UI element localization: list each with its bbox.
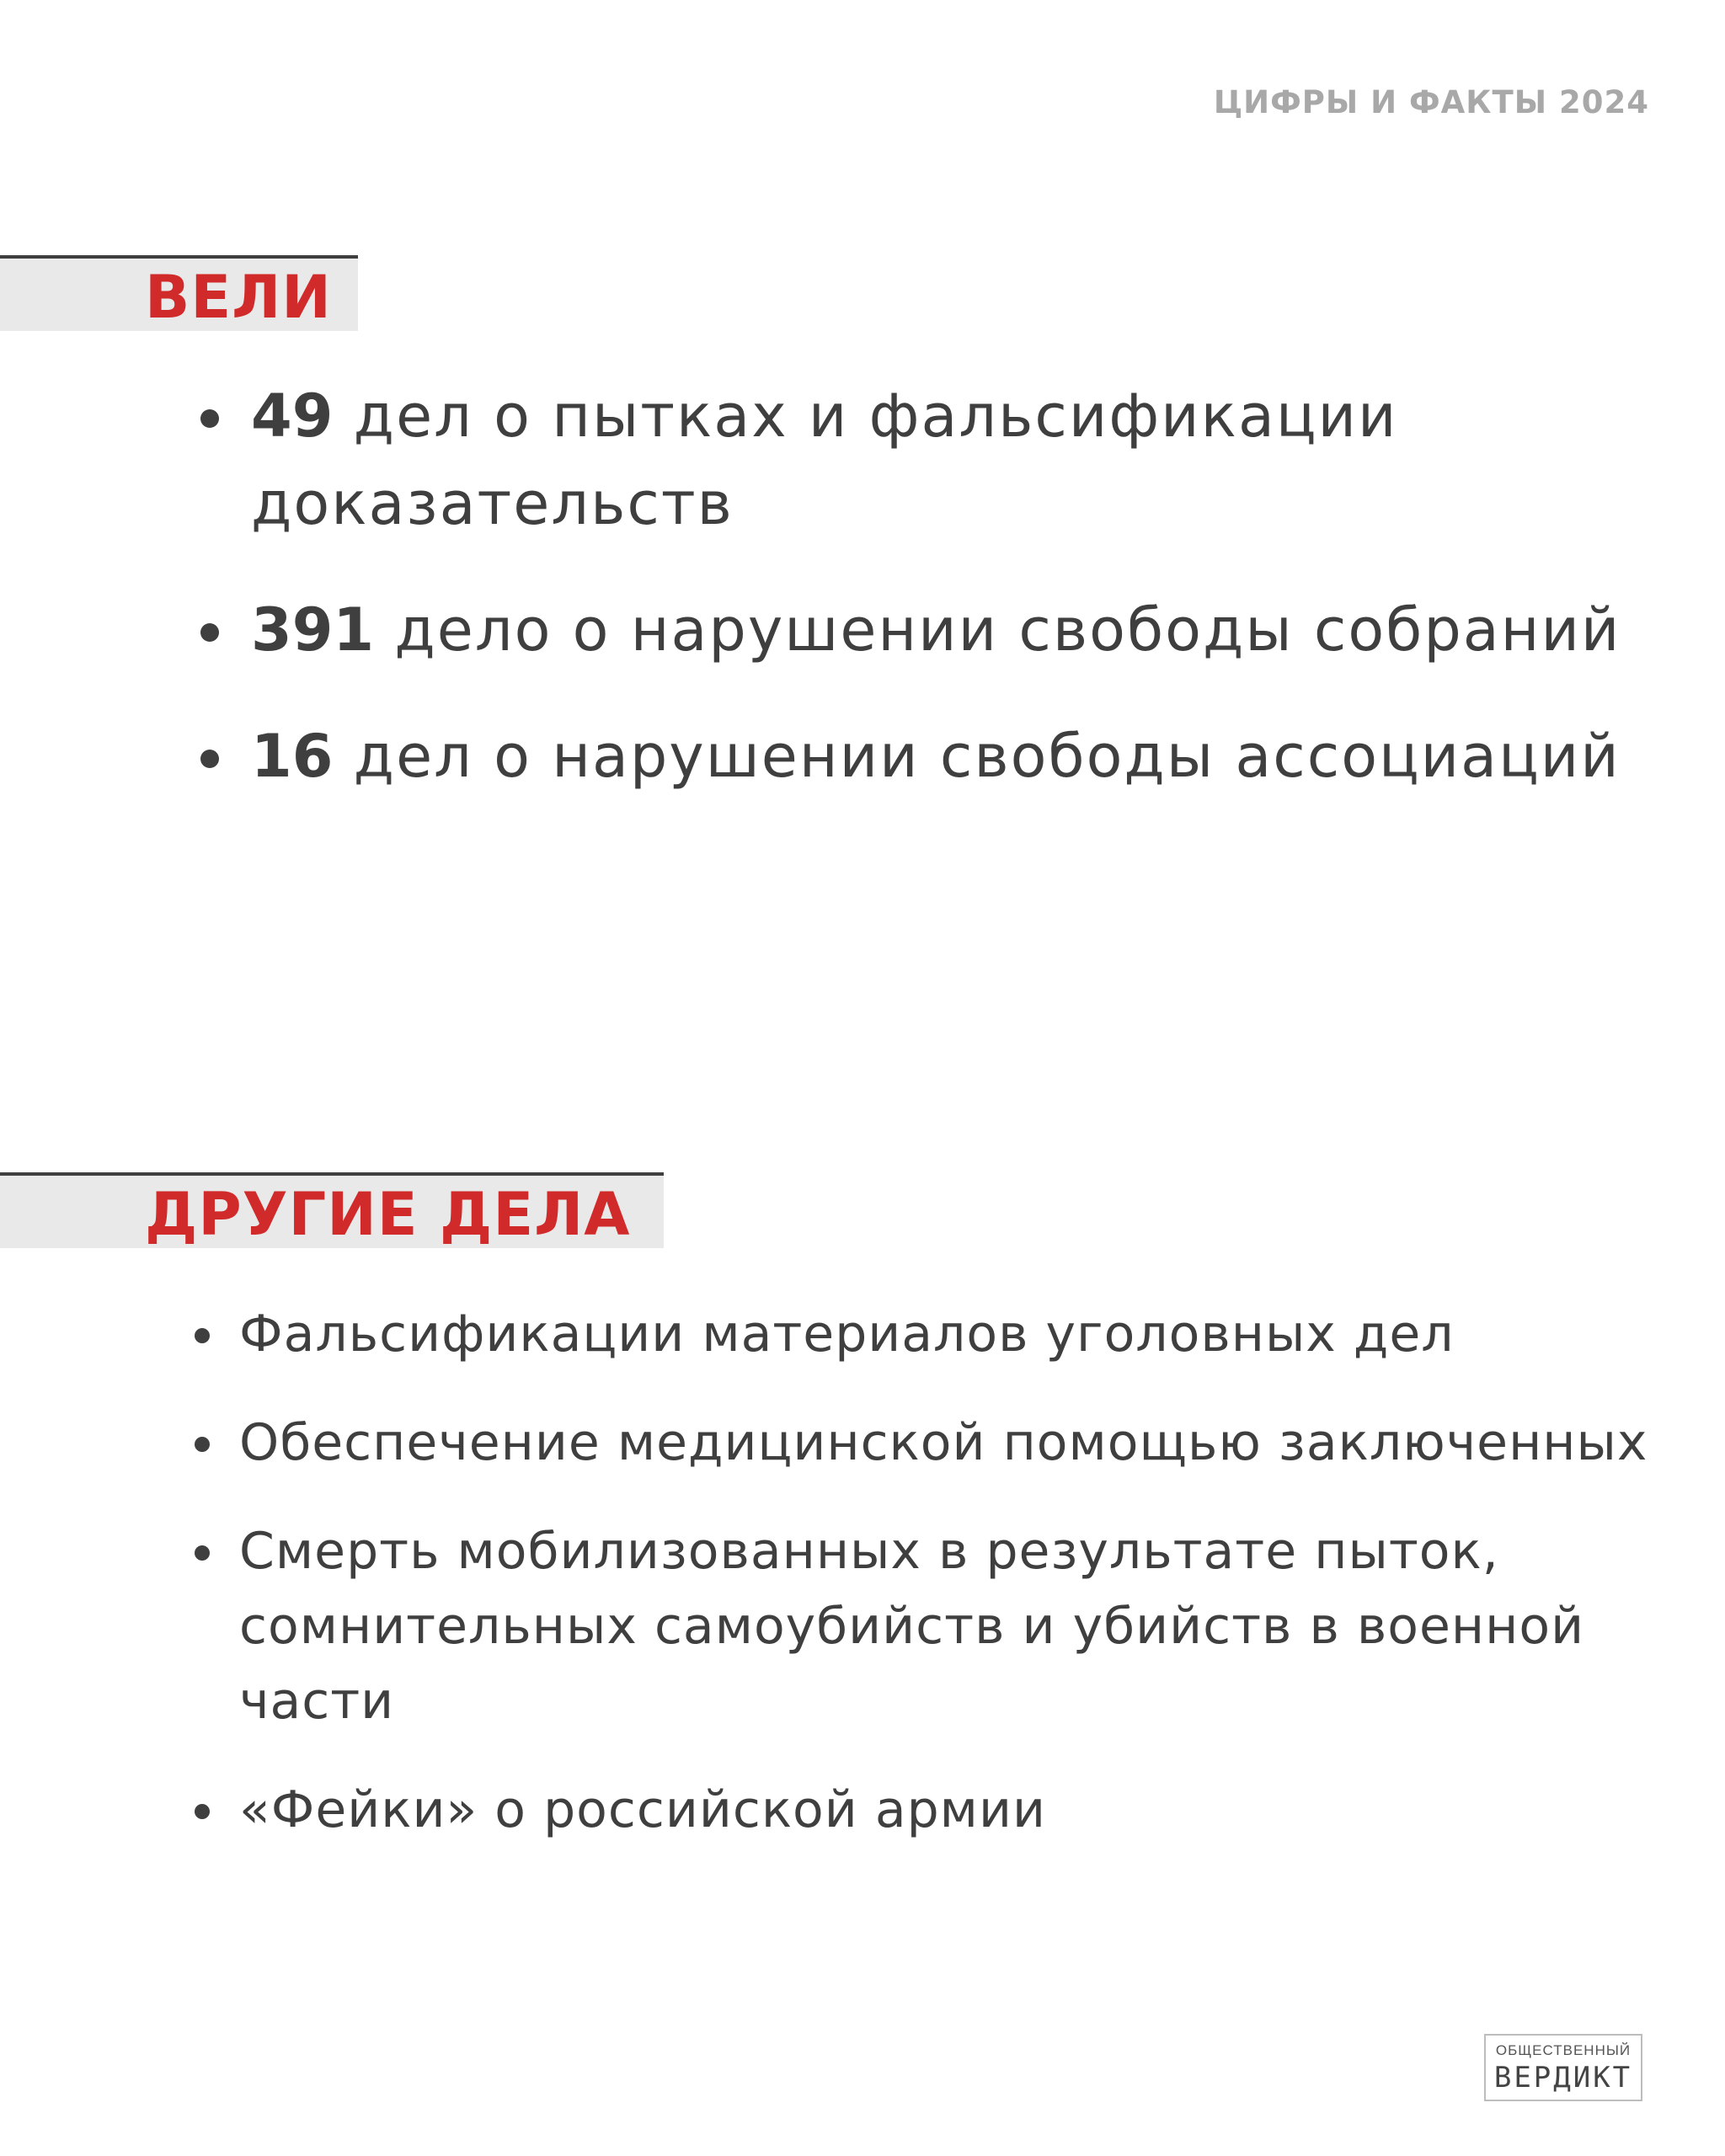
section-heading-tab [0,255,358,331]
list-item: «Фейки» о российской армии [239,1773,1671,1848]
section-heading: ДРУГИЕ ДЕЛА [145,1180,631,1249]
stat-number: 391 [251,595,375,664]
stat-text: дело о нарушении свободы собраний [374,595,1621,664]
list-item: Смерть мобилизованных в результате пыток, сомнительных самоубийств и убийств в военной части [239,1514,1671,1739]
list-item: Обеспечение медицинской помощью заключенных [239,1406,1671,1481]
stat-number: 16 [251,722,334,791]
stats-list [251,372,1632,839]
other-cases-list [239,1297,1671,1881]
list-item [251,372,1632,547]
logo-top-text: ОБЩЕСТВЕННЫЙ [1495,2042,1632,2058]
list-item [251,712,1632,800]
stat-text: дел о нарушении свободы ассоциаций [333,722,1621,791]
logo-main-text: ВЕРДИКТ [1493,2061,1633,2095]
stat-number: 49 [251,382,334,451]
list-item: Фальсификации материалов уголовных дел [239,1297,1671,1372]
logo [1484,2034,1642,2101]
stat-text: дел о пытках и фальсификации доказательств [251,382,1398,538]
section-heading: ВЕЛИ [145,263,332,332]
list-item [251,586,1632,674]
header-label: ЦИФРЫ И ФАКТЫ 2024 [1213,84,1649,120]
section-heading-tab [0,1172,664,1248]
